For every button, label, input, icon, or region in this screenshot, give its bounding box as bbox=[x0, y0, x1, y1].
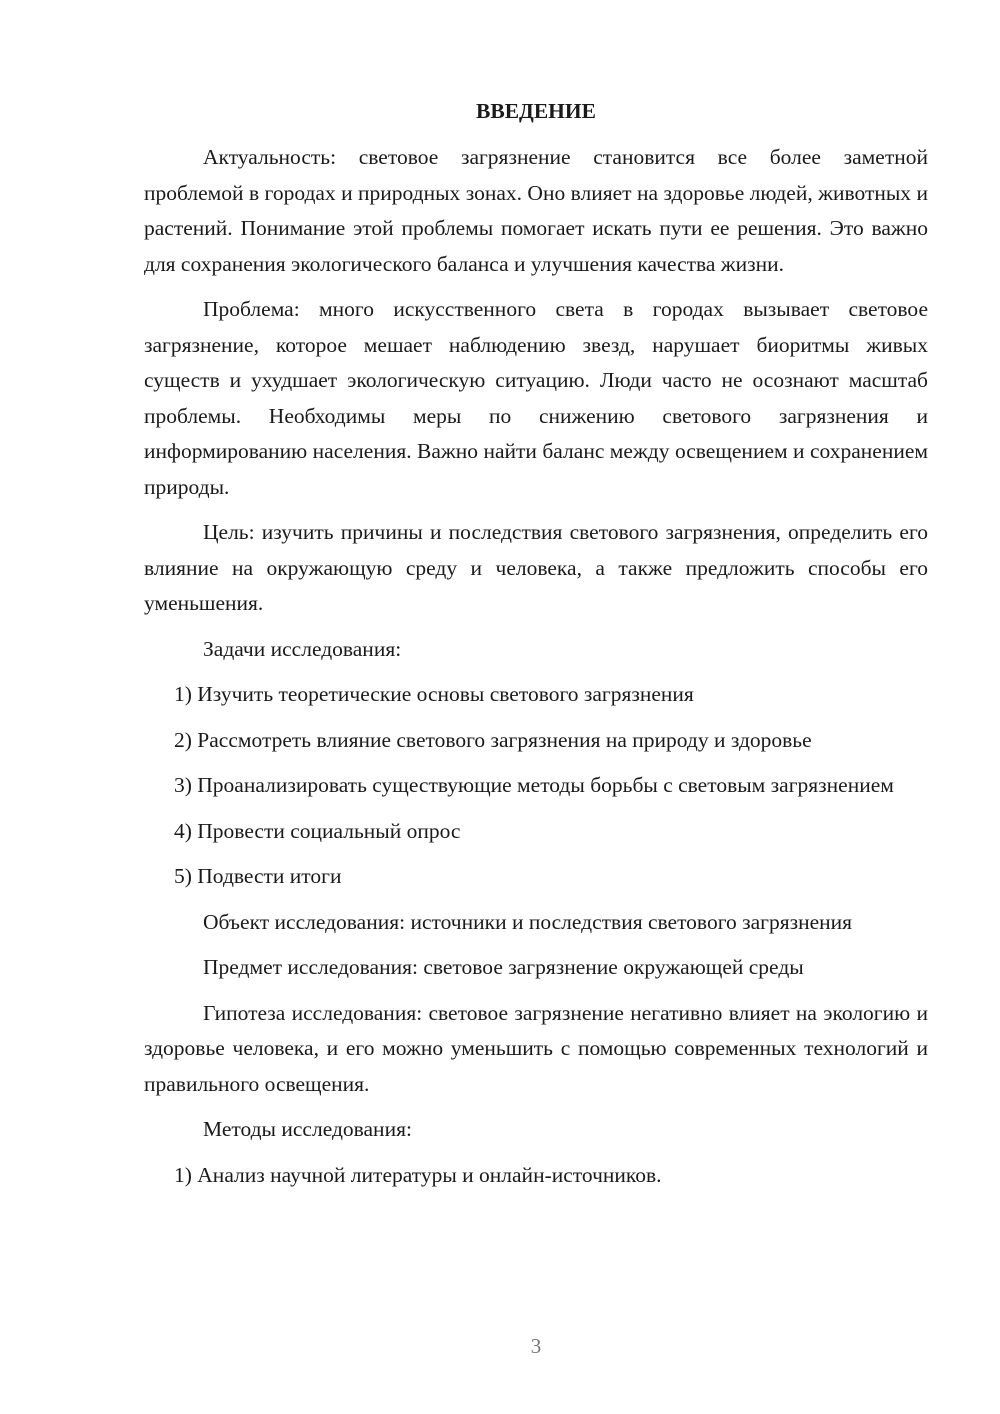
methods-heading: Методы исследования: bbox=[203, 1117, 412, 1141]
hypothesis-paragraph: Гипотеза исследования: световое загрязнение негативно влияет на экологию и здоровье человека, и его можно уменьшить с помощью современных технологий и правильного освещения. bbox=[144, 1000, 928, 1096]
method-item-1: 1) Анализ научной литературы и онлайн-источников. bbox=[174, 1162, 662, 1187]
subject-paragraph: Предмет исследования: световое загрязнение окружающей среды bbox=[203, 955, 804, 979]
task-item-3: 3) Проанализировать существующие методы борьбы с световым загрязнением bbox=[174, 773, 894, 797]
problem-paragraph: Проблема: много искусственного света в городах вызывает световое загрязнение, которое мешает наблюдению звезд, нарушает биоритмы живых существ и ухудшает экологическую ситуацию. Люди часто не осознают масштаб проблемы. Необходимы меры по снижению светового загрязнения и информированию населения. Важно найти баланс между освещением и сохранением природы. bbox=[144, 297, 928, 499]
task-item-4: 4) Провести социальный опрос bbox=[174, 818, 461, 843]
relevance-paragraph: Актуальность: световое загрязнение становится все более заметной проблемой в городах и природных зонах. Оно влияет на здоровье людей, животных и растений. Понимание этой проблемы помогает искать пути ее решения. Это важно для сохранения экологического баланса и улучшения качества жизни. bbox=[144, 145, 928, 276]
task-item-5: 5) Подвести итоги bbox=[174, 864, 342, 888]
page-number: 3 bbox=[530, 1334, 542, 1358]
task-item-1: 1) Изучить теоретические основы светового загрязнения bbox=[174, 682, 694, 706]
task-item-2: 2) Рассмотреть влияние светового загрязнения на природу и здоровье bbox=[174, 727, 812, 752]
section-title: ВВЕДЕНИЕ bbox=[476, 99, 596, 123]
object-paragraph: Объект исследования: источники и последствия светового загрязнения bbox=[203, 909, 853, 934]
tasks-heading: Задачи исследования: bbox=[203, 636, 402, 661]
page-content bbox=[144, 96, 928, 1203]
goal-paragraph: Цель: изучить причины и последствия светового загрязнения, определить его влияние на окружающую среду и человека, а также предложить способы его уменьшения. bbox=[144, 520, 928, 615]
